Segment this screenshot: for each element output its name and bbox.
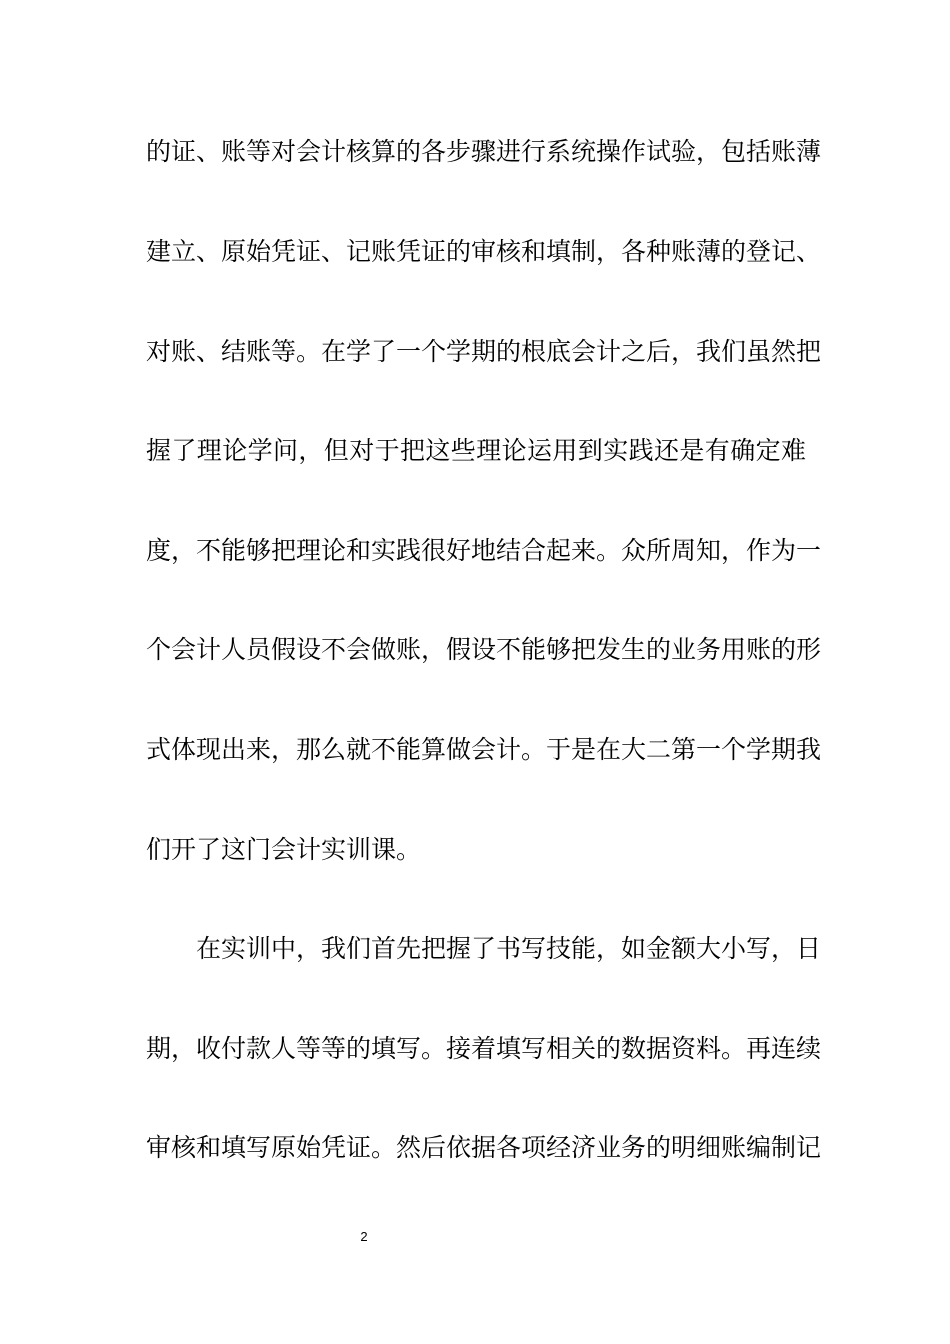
text-line: 的证、账等对会计核算的各步骤进行系统操作试验，包括账薄 xyxy=(146,137,822,166)
text-line: 审核和填写原始凭证。然后依据各项经济业务的明细账编制记 xyxy=(146,1133,822,1162)
page-number: 2 xyxy=(360,1229,368,1244)
text-line: 建立、原始凭证、记账凭证的审核和填制，各种账薄的登记、 xyxy=(146,237,822,266)
text-line: 对账、结账等。在学了一个学期的根底会计之后，我们虽然把 xyxy=(146,337,822,366)
text-line: 度，不能够把理论和实践很好地结合起来。众所周知，作为一 xyxy=(146,536,822,565)
text-line: 在实训中，我们首先把握了书写技能，如金额大小写，日 xyxy=(196,934,822,963)
text-line: 式体现出来，那么就不能算做会计。于是在大二第一个学期我 xyxy=(146,735,822,764)
text-line: 个会计人员假设不会做账，假设不能够把发生的业务用账的形 xyxy=(146,635,822,664)
text-line: 握了理论学问，但对于把这些理论运用到实践还是有确定难 xyxy=(146,436,806,465)
text-line: 期，收付款人等等的填写。接着填写相关的数据资料。再连续 xyxy=(146,1034,822,1063)
text-line: 们开了这门会计实训课。 xyxy=(146,835,422,864)
